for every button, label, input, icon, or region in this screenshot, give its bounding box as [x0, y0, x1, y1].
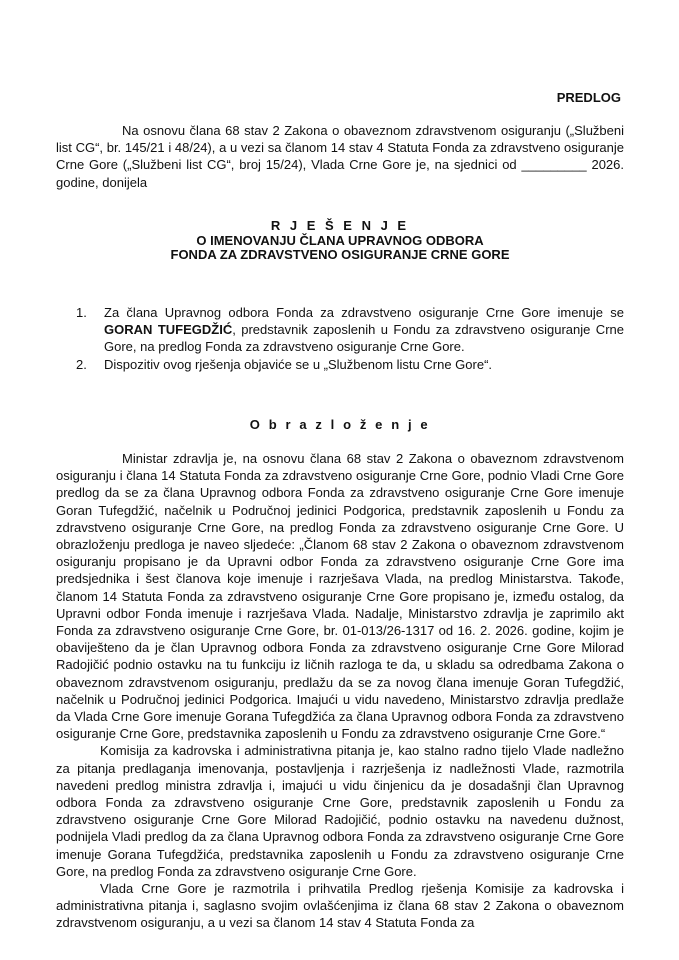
list-item-number: 1.	[76, 305, 87, 320]
decision-title	[56, 219, 624, 263]
title-line-3: FONDA ZA ZDRAVSTVENO OSIGURANJE CRNE GORE	[170, 247, 510, 262]
obrazlozenje-title: O b r a z l o ž e n j e	[249, 417, 431, 432]
obrazlozenje-paragraph-3: Vlada Crne Gore je razmotrila i prihvatila Predlog rješenja Komisije za kadrovska i administrativna pitanja i, saglasno svojim ovlašćenjima iz člana 68 stav 2 Zakona o obaveznom zdravstvenom osiguranju, a u vezi sa članom 14 stav 4 Statuta Fonda za	[56, 881, 624, 931]
list-item-number: 2.	[76, 356, 87, 372]
obrazlozenje-paragraph-1: Ministar zdravlja je, na osnovu člana 68 stav 2 Zakona o obaveznom zdravstvenom osiguranju i člana 14 Statuta Fonda za zdravstveno osiguranje Crne Gore, podnio Vladi Crne Gore predlog da se za člana Upravnog odbora Fonda za zdravstveno osiguranje Crne Gore imenuje Goran Tufegdžić, načelnik u Područnoj jedinici Podgorica, predstavnik zaposlenih u Fondu za zdravstveno osiguranje Crne Gore, na predlog Fonda za zdravstveno osiguranje Crne Gore. U obrazloženju predloga je naveo sljedeće: „Članom 68 stav 2 Zakona o obaveznom zdravstvenom osiguranju propisano je da Upravni odbor Fonda za zdravstveno osiguranje Crne Gore ima predsjednika i šest članova koje imenuje i razrješava Vlada, na predlog Ministarstva. Takođe, članom 14 Statuta Fonda za zdravstveno osiguranje Crne Gore propisano je, između ostalog, da Upravni odbor Fonda imenuje i razrješava Vlada. Nadalje, Ministarstvo zdravlja je zaprimilo akt Fonda za zdravstveno osiguranje Crne Gore, br. 01-013/26-1317 od 16. 2. 2026. godine, kojim je obaviješteno da je član Upravnog odbora Fonda za zdravstveno osiguranje Crne Gore Milorad Radojičić podnio ostavku na tu funkciju iz ličnih razloga te da, u skladu sa odredbama Zakona o obaveznom zdravstvenom osiguranju, predlažu da se za novog člana imenuje Goran Tufegdžić, načelnik u Područnoj jedinici Podgorica. Imajući u vidu navedeno, Ministarstvo zdravlja predlaže da Vlada Crne Gore imenuje Gorana Tufegdžića za člana Upravnog odbora Fonda za zdravstveno osiguranje Crne Gore, predstavnika zaposlenih u Fondu za zdravstveno osiguranje Crne Gore.“	[56, 451, 624, 742]
obrazlozenje-paragraph-2: Komisija za kadrovska i administrativna pitanja je, kao stalno radno tijelo Vlade nadležno za pitanja predlaganja imenovanja, postavljenja i razrješenja iz nadležnosti Vlade, razmotrila navedeni predlog ministra zdravlja i, imajući u vidu činjenicu da je dosadašnji član Upravnog odbora Fonda za zdravstveno osiguranje Crne Gore, predstavnik zaposlenih u Fondu za zdravstveno osiguranje Crne Gore Milorad Radojičić, podnio ostavku na navedenu dužnost, podnijela Vladi predlog da za člana Upravnog odbora Fonda za zdravstveno osiguranje Crne Gore imenuje Gorana Tufegdžića, predstavnika zaposlenih u Fondu za zdravstveno osiguranje Crne Gore, na predlog Fonda za zdravstveno osiguranje Crne Gore.	[56, 743, 624, 879]
title-line-1: R J E Š E N J E	[270, 218, 410, 233]
list-item-text-after: , predstavnik zaposlenih u Fondu za zdravstveno osiguranje Crne Gore, na predlog Fonda za zdravstveno osiguranje Crne Gore.	[104, 322, 624, 355]
list-item	[76, 304, 624, 356]
title-line-2: O IMENOVANJU ČLANA UPRAVNOG ODBORA	[196, 232, 484, 248]
intro-paragraph: Na osnovu člana 68 stav 2 Zakona o obaveznom zdravstvenom osiguranju („Službeni list CG“, br. 145/21 i 48/24), a u vezi sa članom 14 stav 4 Statuta Fonda za zdravstveno osiguranje Crne Gore („Službeni list CG“, broj 15/24), Vlada Crne Gore je, na sjednici od _________ 2026. godine, donijela	[56, 123, 624, 190]
appointee-name: GORAN TUFEGDŽIĆ	[104, 322, 233, 338]
list-item	[76, 356, 624, 373]
predlog-label: PREDLOG	[556, 90, 621, 105]
obrazlozenje-body	[56, 450, 624, 932]
list-item-text-before: Za člana Upravnog odbora Fonda za zdravstveno osiguranje Crne Gore imenuje se	[104, 305, 624, 320]
list-item-text: Dispozitiv ovog rješenja objaviće se u „Službenom listu Crne Gore“.	[104, 356, 493, 372]
dispositive-list	[76, 304, 624, 373]
